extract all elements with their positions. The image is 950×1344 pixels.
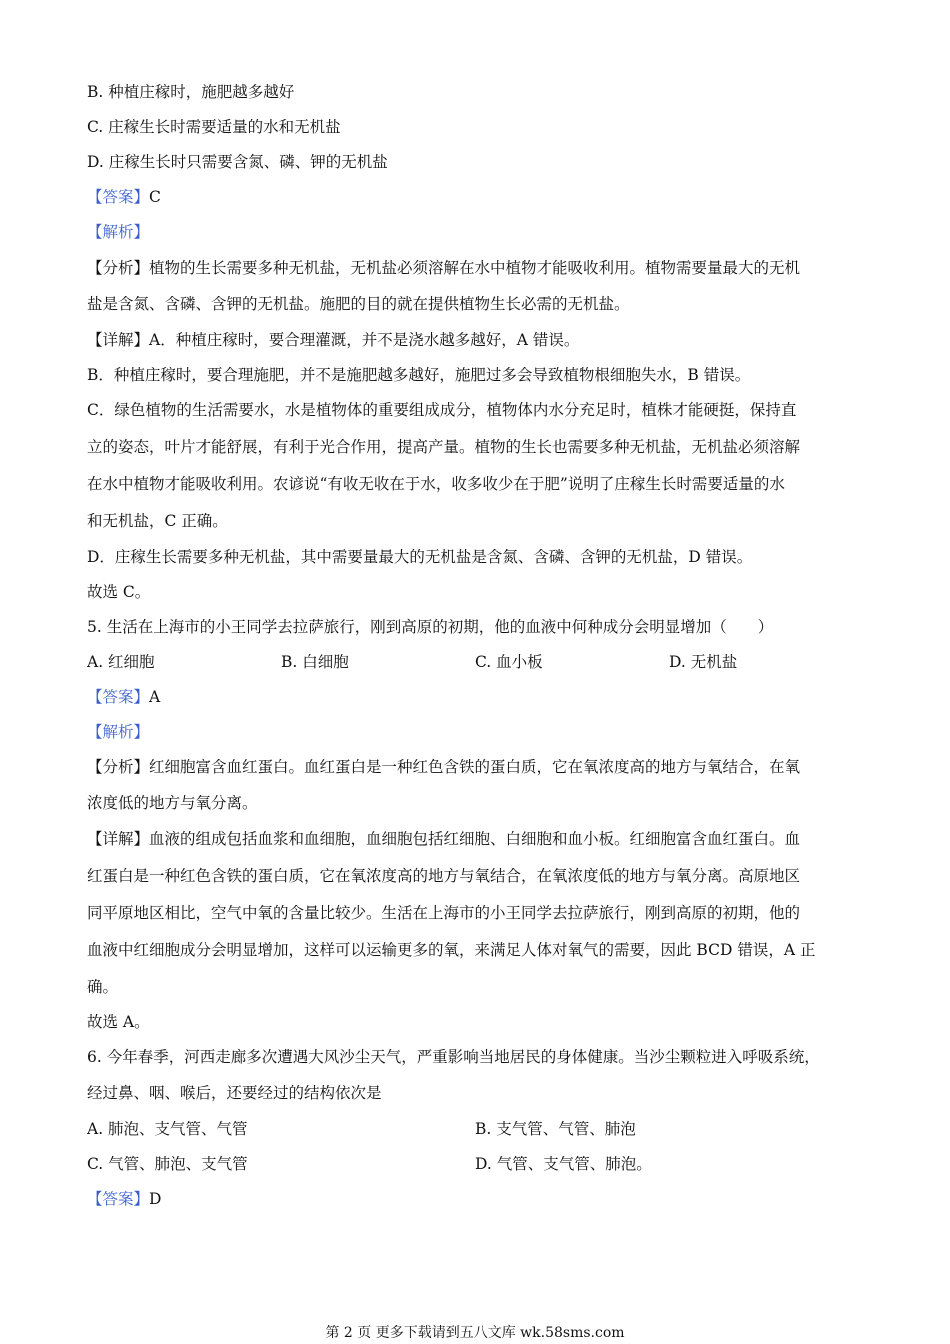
q4-detail-line-c3: 在水中植物才能吸收利用。农谚说“有收无收在于水，收多收少在于肥”说明了庄稼生长时需要适量的水 bbox=[87, 475, 785, 493]
q6-option-a: A. 肺泡、支气管、气管 bbox=[87, 1120, 248, 1138]
detail-tag: 【详解】 bbox=[87, 331, 150, 349]
answer-value: D bbox=[149, 1190, 162, 1208]
q6-answer-line bbox=[87, 1189, 161, 1209]
q5-detail-line-3: 同平原地区相比，空气中氧的含量比较少。生活在上海市的小王同学去拉萨旅行，刚到高原的初期，他的 bbox=[87, 904, 801, 922]
q4-explain-line bbox=[87, 222, 149, 242]
q4-option-b: B. 种植庄稼时，施肥越多越好 bbox=[87, 83, 295, 101]
q4-answer-line bbox=[87, 187, 161, 207]
q5-choose: 故选 A。 bbox=[87, 1013, 150, 1031]
q4-analysis-line-1 bbox=[87, 258, 800, 278]
explain-tag: 【解析】 bbox=[87, 723, 150, 741]
q4-detail-line-b: B．种植庄稼时，要合理施肥，并不是施肥越多越好，施肥过多会导致植物根细胞失水，B 错误。 bbox=[87, 366, 751, 384]
q5-option-b: B. 白细胞 bbox=[281, 653, 349, 671]
answer-tag: 【答案】 bbox=[87, 1190, 150, 1208]
q4-detail-line-c1: C．绿色植物的生活需要水，水是植物体的重要组成成分，植物体内水分充足时，植株才能硬挺，保持直 bbox=[87, 401, 797, 419]
q4-choose: 故选 C。 bbox=[87, 583, 151, 601]
q5-option-c: C. 血小板 bbox=[475, 653, 543, 671]
answer-value: A bbox=[149, 688, 161, 706]
detail-text: A．种植庄稼时，要合理灌溉，并不是浇水越多越好，A 错误。 bbox=[149, 331, 580, 349]
detail-tag: 【详解】 bbox=[87, 830, 150, 848]
q5-explain-line bbox=[87, 722, 149, 742]
analysis-tag: 【分析】 bbox=[87, 758, 150, 776]
analysis-text: 红细胞富含血红蛋白。血红蛋白是一种红色含铁的蛋白质，它在氧浓度高的地方与氧结合，在氧 bbox=[149, 758, 801, 776]
answer-tag: 【答案】 bbox=[87, 688, 150, 706]
q5-analysis-line-2: 浓度低的地方与氧分离。 bbox=[87, 794, 258, 812]
q6-question-line-1: 6. 今年春季，河西走廊多次遭遇大风沙尘天气，严重影响当地居民的身体健康。当沙尘颗粒进入呼吸系统， bbox=[87, 1048, 820, 1066]
analysis-text: 植物的生长需要多种无机盐，无机盐必须溶解在水中植物才能吸收利用。植物需要量最大的无机 bbox=[149, 259, 801, 277]
q5-option-a: A. 红细胞 bbox=[87, 653, 155, 671]
q5-answer-line bbox=[87, 687, 160, 707]
answer-value: C bbox=[149, 188, 161, 206]
detail-text: 血液的组成包括血浆和血细胞，血细胞包括红细胞、白细胞和血小板。红细胞富含血红蛋白。血 bbox=[149, 830, 801, 848]
q5-option-d: D. 无机盐 bbox=[669, 653, 738, 671]
q4-detail-line-d: D．庄稼生长需要多种无机盐，其中需要量最大的无机盐是含氮、含磷、含钾的无机盐，D 错误。 bbox=[87, 548, 753, 566]
page-footer: 第 2 页 更多下载请到五八文库 wk.58sms.com bbox=[325, 1325, 625, 1341]
answer-tag: 【答案】 bbox=[87, 188, 150, 206]
analysis-tag: 【分析】 bbox=[87, 259, 150, 277]
q6-question-line-2: 经过鼻、咽、喉后，还要经过的结构依次是 bbox=[87, 1084, 382, 1102]
q5-question: 5. 生活在上海市的小王同学去拉萨旅行，刚到高原的初期，他的血液中何种成分会明显增加（ ） bbox=[87, 618, 774, 636]
q5-analysis-line-1 bbox=[87, 757, 800, 777]
q6-option-b: B. 支气管、气管、肺泡 bbox=[475, 1120, 636, 1138]
q4-detail-line-a bbox=[87, 330, 579, 350]
explain-tag: 【解析】 bbox=[87, 223, 150, 241]
q4-detail-line-c2: 立的姿态，叶片才能舒展，有利于光合作用，提高产量。植物的生长也需要多种无机盐，无机盐必须溶解 bbox=[87, 438, 801, 456]
q5-detail-line-2: 红蛋白是一种红色含铁的蛋白质，它在氧浓度高的地方与氧结合，在氧浓度低的地方与氧分离。高原地区 bbox=[87, 867, 801, 885]
q4-analysis-line-2: 盐是含氮、含磷、含钾的无机盐。施肥的目的就在提供植物生长必需的无机盐。 bbox=[87, 295, 630, 313]
q5-detail-line-5: 确。 bbox=[87, 978, 119, 996]
q6-option-c: C. 气管、肺泡、支气管 bbox=[87, 1155, 248, 1173]
q4-option-d: D. 庄稼生长时只需要含氮、磷、钾的无机盐 bbox=[87, 153, 388, 171]
q4-detail-line-c4: 和无机盐，C 正确。 bbox=[87, 512, 228, 530]
q5-detail-line-1 bbox=[87, 829, 800, 849]
q4-option-c: C. 庄稼生长时需要适量的水和无机盐 bbox=[87, 118, 341, 136]
q5-detail-line-4: 血液中红细胞成分会明显增加，这样可以运输更多的氧，来满足人体对氧气的需要，因此 BCD 错误，A 正 bbox=[87, 941, 816, 959]
q6-option-d: D. 气管、支气管、肺泡。 bbox=[475, 1155, 652, 1173]
